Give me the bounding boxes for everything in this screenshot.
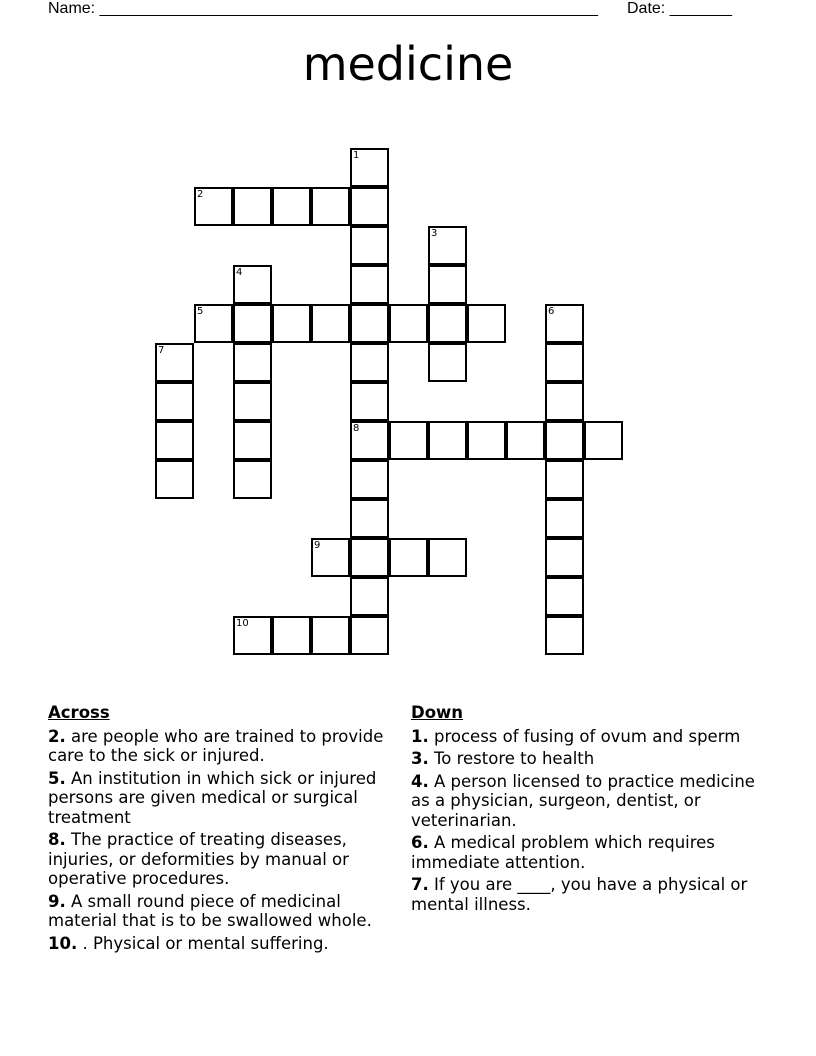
grid-cell[interactable] xyxy=(350,577,389,616)
clue-number: 7. xyxy=(411,875,429,894)
down-clues xyxy=(411,703,771,917)
grid-cell[interactable] xyxy=(272,616,311,655)
clue-text: A medical problem which requires immediate attention. xyxy=(411,833,715,872)
clue-number: 10. xyxy=(48,933,78,953)
grid-cell[interactable] xyxy=(155,421,194,460)
cell-number: 10 xyxy=(236,618,249,629)
cell-number: 7 xyxy=(158,345,165,356)
clue-across-8 xyxy=(48,830,408,889)
across-clues xyxy=(48,703,408,956)
cell-number: 4 xyxy=(236,267,243,278)
clue-text: The practice of treating diseases, injuries, or deformities by manual or operative procedures. xyxy=(48,830,349,888)
clue-down-3 xyxy=(411,749,771,769)
clue-text: A person licensed to practice medicine as a physician, surgeon, dentist, or veterinarian. xyxy=(411,771,755,830)
clue-text: are people who are trained to provide care to the sick or injured. xyxy=(48,726,384,765)
grid-cell[interactable] xyxy=(233,265,272,304)
grid-cell[interactable] xyxy=(350,382,389,421)
grid-cell[interactable] xyxy=(545,421,584,460)
grid-cell[interactable] xyxy=(545,616,584,655)
puzzle-title: medicine xyxy=(302,37,514,91)
grid-cell[interactable] xyxy=(311,616,350,655)
grid-cell[interactable] xyxy=(233,616,272,655)
grid-cell[interactable] xyxy=(233,187,272,226)
clue-down-7 xyxy=(411,875,771,914)
clue-number: 2. xyxy=(48,726,66,746)
clue-across-5 xyxy=(48,769,408,828)
clue-text: An institution in which sick or injured persons are given medical or surgical treatment xyxy=(48,768,377,827)
cell-number: 3 xyxy=(431,228,438,239)
name-field[interactable]: Name: ________________________________________________________ xyxy=(48,0,598,17)
grid-cell[interactable] xyxy=(350,499,389,538)
grid-cell[interactable] xyxy=(545,499,584,538)
grid-cell[interactable] xyxy=(233,382,272,421)
cell-number: 6 xyxy=(548,306,555,317)
grid-cell[interactable] xyxy=(467,304,506,343)
clue-down-4 xyxy=(411,772,771,831)
clue-across-2 xyxy=(48,727,408,766)
grid-cell[interactable] xyxy=(428,265,467,304)
grid-cell[interactable] xyxy=(350,226,389,265)
grid-cell[interactable] xyxy=(311,304,350,343)
grid-cell[interactable] xyxy=(467,421,506,460)
grid-cell[interactable] xyxy=(311,187,350,226)
grid-cell[interactable] xyxy=(155,460,194,499)
grid-cell[interactable] xyxy=(506,421,545,460)
clue-number: 4. xyxy=(411,771,429,791)
clue-text: To restore to health xyxy=(428,749,595,768)
date-field[interactable]: Date: _______ xyxy=(627,0,732,17)
clue-down-6 xyxy=(411,833,771,872)
grid-cell[interactable] xyxy=(311,538,350,577)
clue-number: 3. xyxy=(411,749,429,768)
grid-cell[interactable] xyxy=(389,538,428,577)
grid-cell[interactable] xyxy=(545,343,584,382)
grid-cell[interactable] xyxy=(272,187,311,226)
grid-cell[interactable] xyxy=(194,187,233,226)
clue-number: 6. xyxy=(411,833,429,852)
grid-cell[interactable] xyxy=(350,304,389,343)
clue-number: 9. xyxy=(48,891,66,911)
grid-cell[interactable] xyxy=(389,304,428,343)
cell-number: 5 xyxy=(197,306,204,317)
across-heading: Across xyxy=(48,703,110,722)
grid-cell[interactable] xyxy=(428,538,467,577)
grid-cell[interactable] xyxy=(233,460,272,499)
grid-cell[interactable] xyxy=(233,421,272,460)
clue-text: . Physical or mental suffering. xyxy=(77,933,329,953)
clue-number: 5. xyxy=(48,768,66,788)
grid-cell[interactable] xyxy=(428,343,467,382)
clue-number: 8. xyxy=(48,830,66,849)
clue-text: If you are ____, you have a physical or mental illness. xyxy=(411,875,748,914)
grid-cell[interactable] xyxy=(545,538,584,577)
grid-cell[interactable] xyxy=(350,538,389,577)
grid-cell[interactable] xyxy=(155,382,194,421)
grid-cell[interactable] xyxy=(545,577,584,616)
cell-number: 2 xyxy=(197,189,204,200)
cell-number: 1 xyxy=(353,150,360,161)
grid-cell[interactable] xyxy=(545,382,584,421)
clue-across-9 xyxy=(48,892,408,931)
grid-cell[interactable] xyxy=(233,343,272,382)
grid-cell[interactable] xyxy=(194,304,233,343)
grid-cell[interactable] xyxy=(350,148,389,187)
grid-cell[interactable] xyxy=(545,304,584,343)
grid-cell[interactable] xyxy=(584,421,623,460)
grid-cell[interactable] xyxy=(350,187,389,226)
down-heading: Down xyxy=(411,703,464,722)
grid-cell[interactable] xyxy=(350,460,389,499)
grid-cell[interactable] xyxy=(389,421,428,460)
grid-cell[interactable] xyxy=(272,304,311,343)
clue-number: 1. xyxy=(411,726,429,746)
grid-cell[interactable] xyxy=(545,460,584,499)
clue-text: A small round piece of medicinal material that is to be swallowed whole. xyxy=(48,891,372,930)
grid-cell[interactable] xyxy=(428,226,467,265)
grid-cell[interactable] xyxy=(233,304,272,343)
grid-cell[interactable] xyxy=(350,265,389,304)
grid-cell[interactable] xyxy=(428,421,467,460)
grid-cell[interactable] xyxy=(350,421,389,460)
grid-cell[interactable] xyxy=(428,304,467,343)
clue-across-10 xyxy=(48,934,408,954)
clue-down-1 xyxy=(411,727,771,747)
grid-cell[interactable] xyxy=(350,343,389,382)
cell-number: 8 xyxy=(353,423,360,434)
grid-cell[interactable] xyxy=(155,343,194,382)
clue-text: process of fusing of ovum and sperm xyxy=(428,726,741,746)
grid-cell[interactable] xyxy=(350,616,389,655)
cell-number: 9 xyxy=(314,540,321,551)
